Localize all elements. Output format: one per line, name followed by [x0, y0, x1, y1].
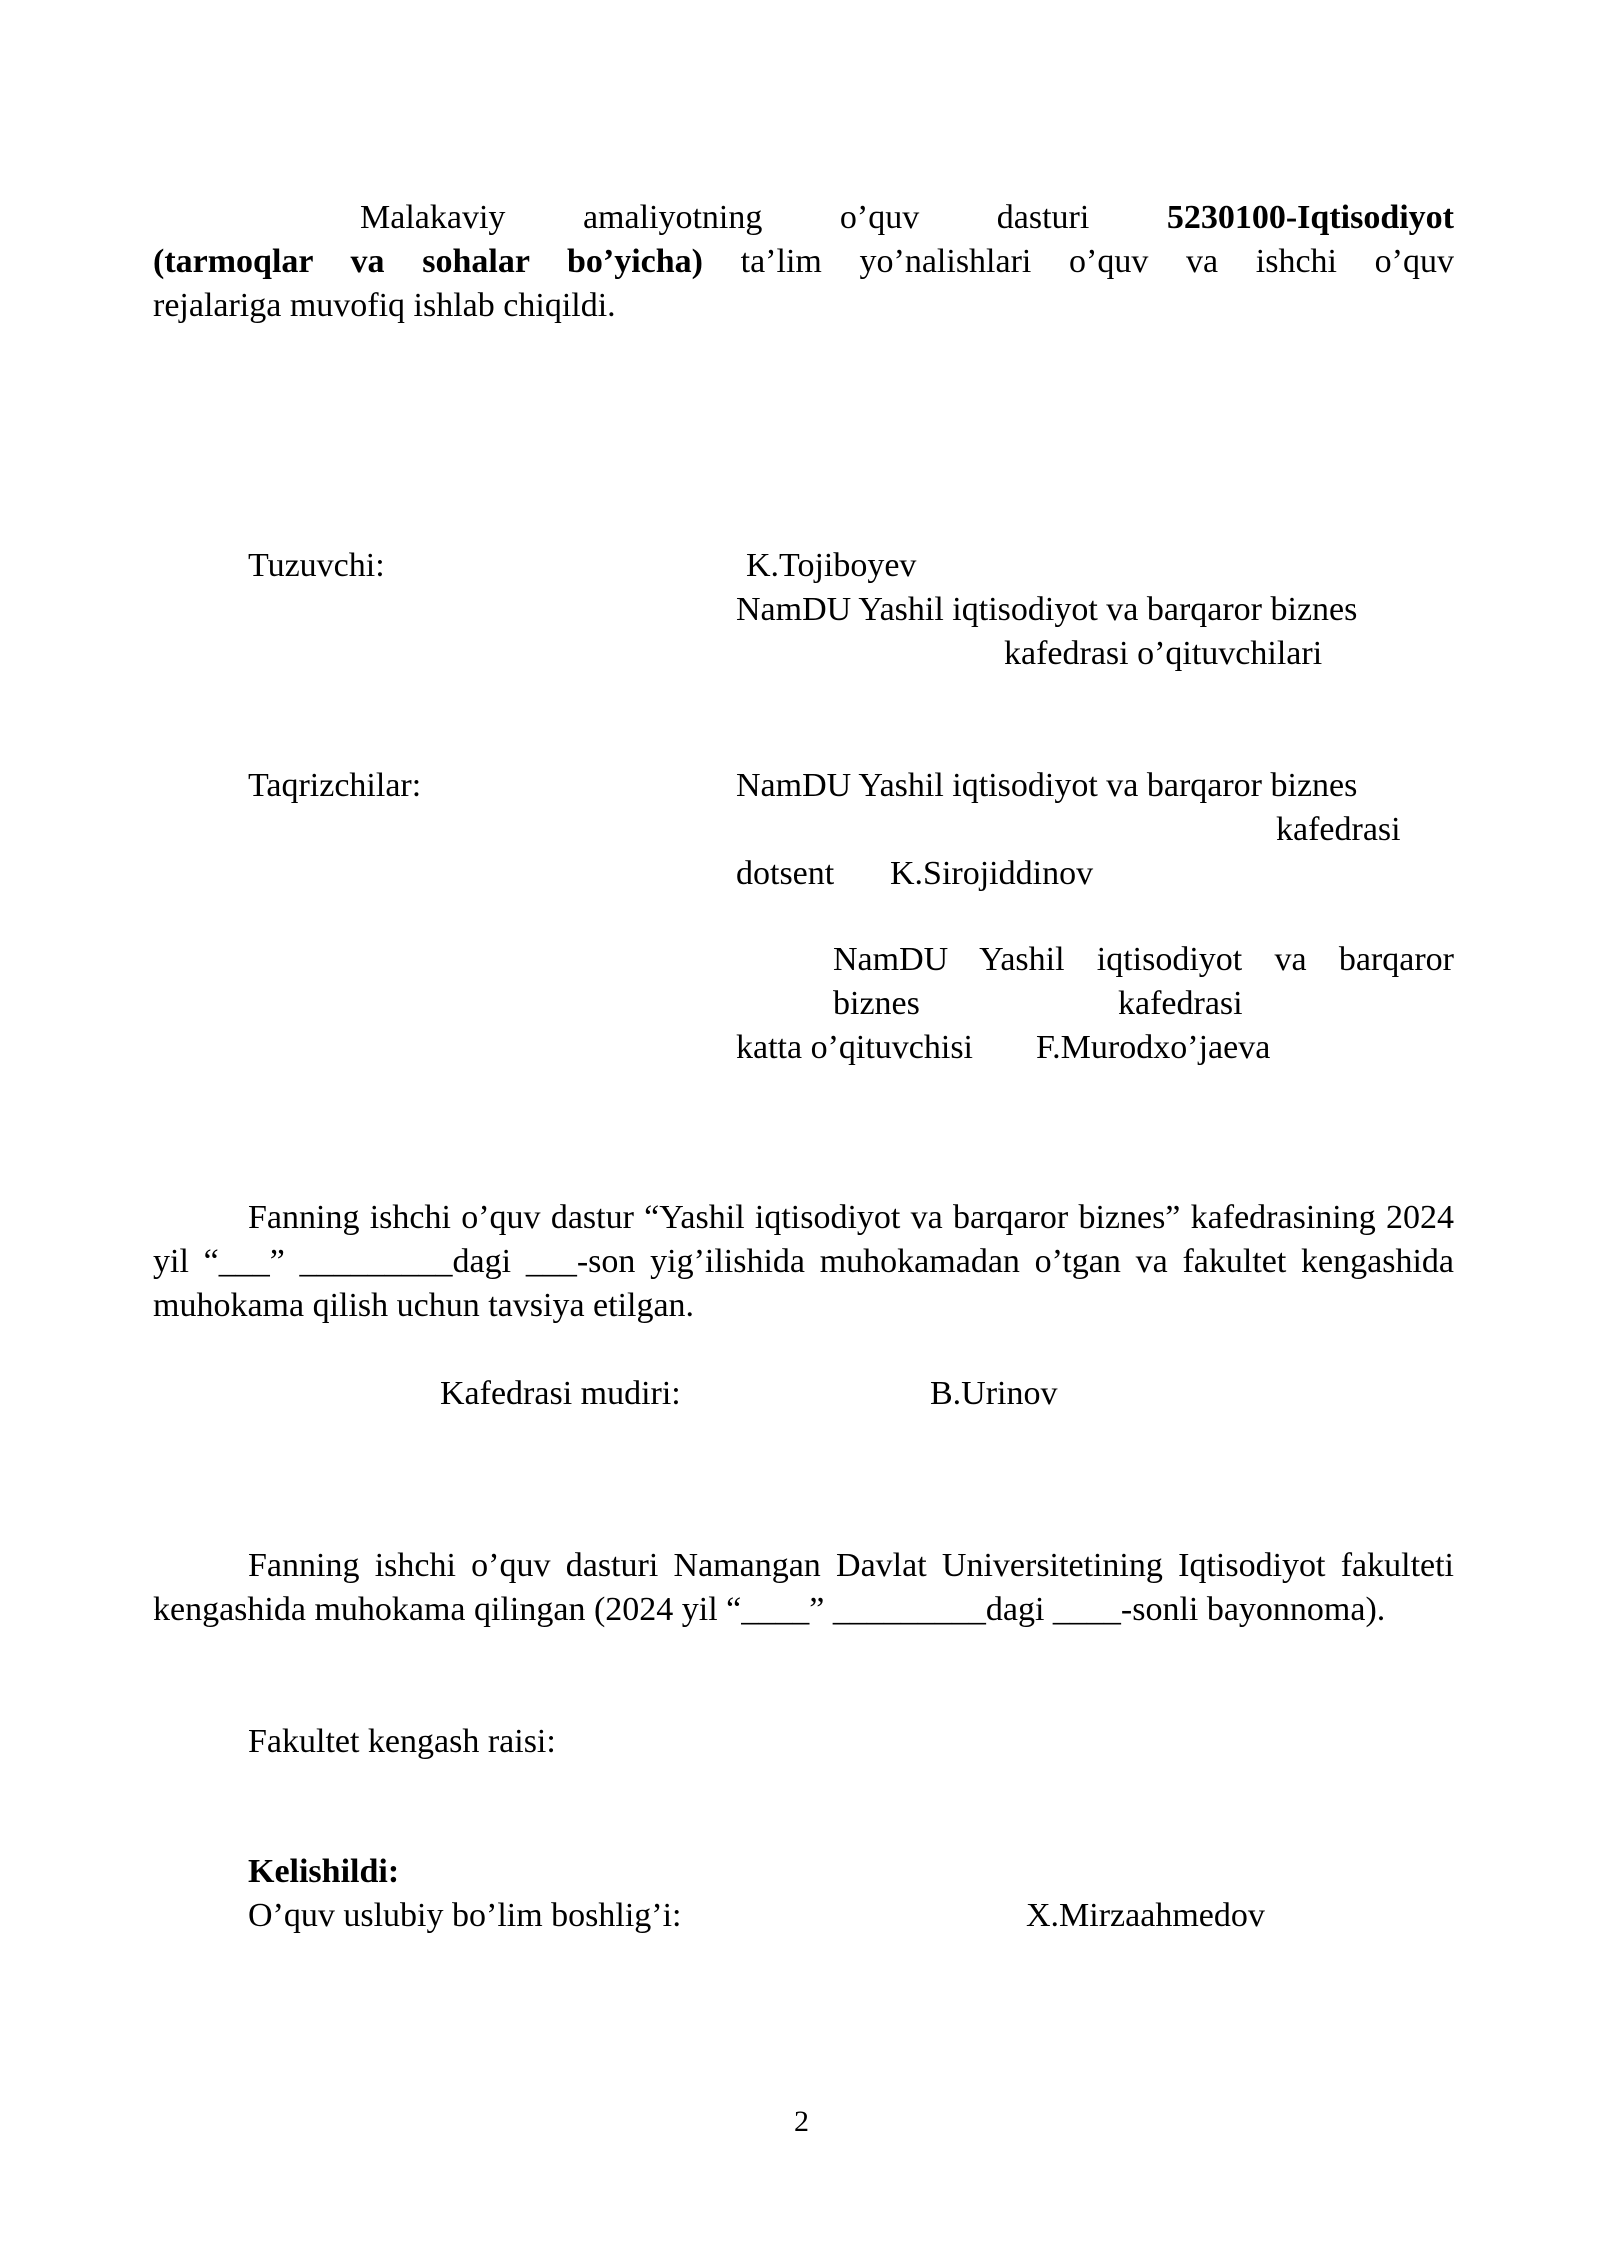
agreed-heading [248, 1850, 399, 1894]
page-number: 2 [794, 2105, 809, 2138]
reviewer-2-word-a: biznes [833, 985, 920, 1022]
intro-line-3: rejalariga muvofiq ishlab chiqildi. [153, 287, 616, 324]
intro-text-2: ta’lim yo’nalishlari o’quv va ishchi o’quv [702, 243, 1454, 280]
author-label: Tuzuvchi: [248, 547, 385, 584]
agreed-name: X.Mirzaahmedov [1026, 1897, 1265, 1934]
reviewer-2-name: F.Murodxo’jaeva [1036, 1029, 1271, 1066]
agreed-heading-text: Kelishildi: [248, 1853, 400, 1890]
agreed-label: O’quv uslubiy bo’lim boshlig’i: [248, 1897, 682, 1934]
reviewer-1-title: dotsent [736, 855, 835, 892]
faculty-approval-paragraph: Fanning ishchi o’quv dasturi Namangan Davlat Universitetining Iqtisodiyot fakulteti kengashida muhokama qilingan (2024 yil “____” _________dagi ____-sonli bayonnoma). [153, 1547, 1454, 1628]
reviewer-2-affiliation: NamDU Yashil iqtisodiyot va barqaror [833, 941, 1454, 978]
author-affiliation-2: kafedrasi o’qituvchilari [1004, 635, 1323, 672]
reviewer-1-name: K.Sirojiddinov [890, 855, 1094, 892]
reviewer-1-affiliation-2: kafedrasi [1276, 811, 1401, 848]
reviewer-2-title: katta o’qituvchisi [736, 1029, 974, 1066]
program-scope: (tarmoqlar va sohalar bo’yicha) [153, 243, 703, 280]
program-code: 5230100-Iqtisodiyot [1166, 199, 1454, 236]
intro-line-1 [360, 196, 1454, 240]
author-affiliation: NamDU Yashil iqtisodiyot va barqaror biznes [736, 591, 1358, 628]
faculty-chair-label: Fakultet kengash raisi: [248, 1723, 556, 1760]
reviewer-1-affiliation: NamDU Yashil iqtisodiyot va barqaror biznes [736, 767, 1358, 804]
reviewer-2-word-b: kafedrasi [1118, 985, 1243, 1022]
dept-head-name: B.Urinov [930, 1375, 1058, 1412]
reviewers-label: Taqrizchilar: [248, 767, 422, 804]
author-name: K.Tojiboyev [746, 547, 917, 584]
dept-head-label: Kafedrasi mudiri: [440, 1375, 681, 1412]
intro-text: Malakaviy amaliyotning o’quv dasturi [360, 199, 1167, 236]
dept-approval-paragraph: Fanning ishchi o’quv dastur “Yashil iqtisodiyot va barqaror biznes” kafedrasining 2024 yil “___” _________dagi ___-son yig’ilishida muhokamadan o’tgan va fakultet kengashida muhokama qilish uchun tavsiya etilgan. [153, 1199, 1454, 1324]
intro-line-2 [153, 240, 1454, 284]
